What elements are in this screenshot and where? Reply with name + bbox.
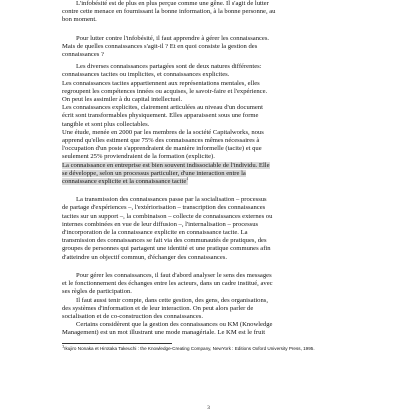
- text-line: Pour lutter contre l'infobésité, il faut apprendre à gérer les connaissances.: [76, 34, 270, 42]
- highlighted-line: La connaissance en entreprise est bien souvent indissociable de l'individu. Elle: [62, 161, 270, 169]
- page-number: 3: [207, 405, 210, 411]
- paragraph-infobesite-menace: [62, 0, 357, 25]
- paragraph-analyser-messages: [62, 272, 357, 297]
- text-line: Les diverses connaissances partagées sont de deux natures différentes:: [76, 63, 262, 71]
- text-line: Les connaissances tacites appartiennent aux représentations mentales, elles: [62, 79, 260, 87]
- text-line: regroupent les compétences innées ou acquises, le savoir-faire et l'expérience.: [62, 87, 268, 95]
- text-line: Mais de quelles connaissances s'agit-il ? Et en quoi consiste la gestion des: [62, 42, 258, 50]
- text-line: Une étude, menée en 2000 par les membres de la société Capitalworks, nous: [62, 128, 264, 136]
- text-line: l'occupation d'un poste s'apprendraient de manière informelle (tacite) et que: [62, 145, 262, 153]
- text-line: bon moment.: [62, 16, 97, 24]
- text-line: On peut les assimiler à du capital intellectuel.: [62, 96, 183, 104]
- text-line: apprend qu'elles estiment que 75% des connaissances mêmes nécessaires à: [62, 137, 260, 145]
- text-line: socialisation et de co-construction des connaissances.: [62, 312, 203, 320]
- text-line: connaissances ?: [62, 51, 104, 59]
- text-line: contre cette menace en fournissant la bonne information, à la bonne personne, au: [62, 8, 276, 16]
- paragraph-natures-connaissances: [62, 63, 357, 161]
- text-line: de partage d'expériences –, l'extériorisation – transcription des connaissances: [62, 204, 266, 212]
- footnote-divider: [62, 343, 172, 344]
- footnote-marker: 1: [62, 342, 65, 348]
- paragraph-transmission: [62, 196, 357, 262]
- text-line: Management) est un mot illustrant une mode managériale. Le KM est le fruit: [62, 329, 266, 337]
- text-line: transmission des connaissances se fait via des communautés de pratiques, des: [62, 237, 267, 245]
- text-line: connaissances tacites ou implicites, et connaissances explicites.: [62, 71, 230, 79]
- highlighted-paragraph-individu: [62, 162, 357, 187]
- text-line: écrit sont transformables physiquement. Elles apparaissent sous une forme: [62, 112, 259, 120]
- text-line: et le fonctionnement des échanges entre les acteurs, dans un cadre institué, avec: [62, 280, 273, 288]
- text-line: d'incorporation de la connaissance explicite en connaissance tacite. La: [62, 229, 248, 237]
- text-line: d'atteindre un objectif commun, d'échanger des connaissances.: [62, 253, 227, 261]
- text-line: L'infobésité est de plus en plus perçue comme une gêne. Il s'agit de lutter: [76, 0, 269, 7]
- text-line: Il faut aussi tenir compte, dans cette gestion, des gens, des organisations,: [76, 296, 268, 304]
- text-line: seulement 25% proviendraient de la formation (explicite).: [62, 153, 215, 161]
- text-line: La transmission des connaissances passe par la socialisation – processus: [76, 196, 267, 204]
- text-line: tacites sur un support –, la combinaison – collecte de connaissances externes ou: [62, 212, 273, 220]
- paragraph-tenir-compte: [62, 297, 357, 322]
- text-line: internes combinées en vue de leur diffusion –, l'internalisation – processus: [62, 220, 259, 228]
- text-line: des systèmes d'information et de leur interaction. On peut alors parler de: [62, 304, 254, 312]
- text-line: Certains considèrent que la gestion des connaissances ou KM (Knowledge: [76, 321, 273, 329]
- highlighted-line: se développe, selon un processus particulier, d'une interaction entre la: [62, 169, 246, 177]
- text-line: Les connaissances explicites, clairement articulées au niveau d'un document: [62, 104, 263, 112]
- highlighted-line: connaissance explicite et la connaissance tacite: [62, 178, 187, 186]
- paragraph-gerer-connaissances: [62, 35, 357, 60]
- footnote: [62, 342, 357, 352]
- text-line: ses règles de participation.: [62, 288, 132, 296]
- text-line: Pour gérer les connaissances, il faut d'abord analyser le sens des messages: [76, 271, 272, 279]
- text-line: tangible et sont plus collectables.: [62, 120, 150, 128]
- paragraph-km: [62, 321, 357, 337]
- text-line: groupes de personnes qui partagent une identité et une pratique communes afin: [62, 245, 271, 253]
- footnote-text: Ikujiro Nonaka et Hirotaka Takeuchi : the Knowledge-Creating Company, NewYork : Editions Oxford University Press, 1995.: [64, 345, 315, 351]
- footnote-reference: 1: [186, 175, 189, 181]
